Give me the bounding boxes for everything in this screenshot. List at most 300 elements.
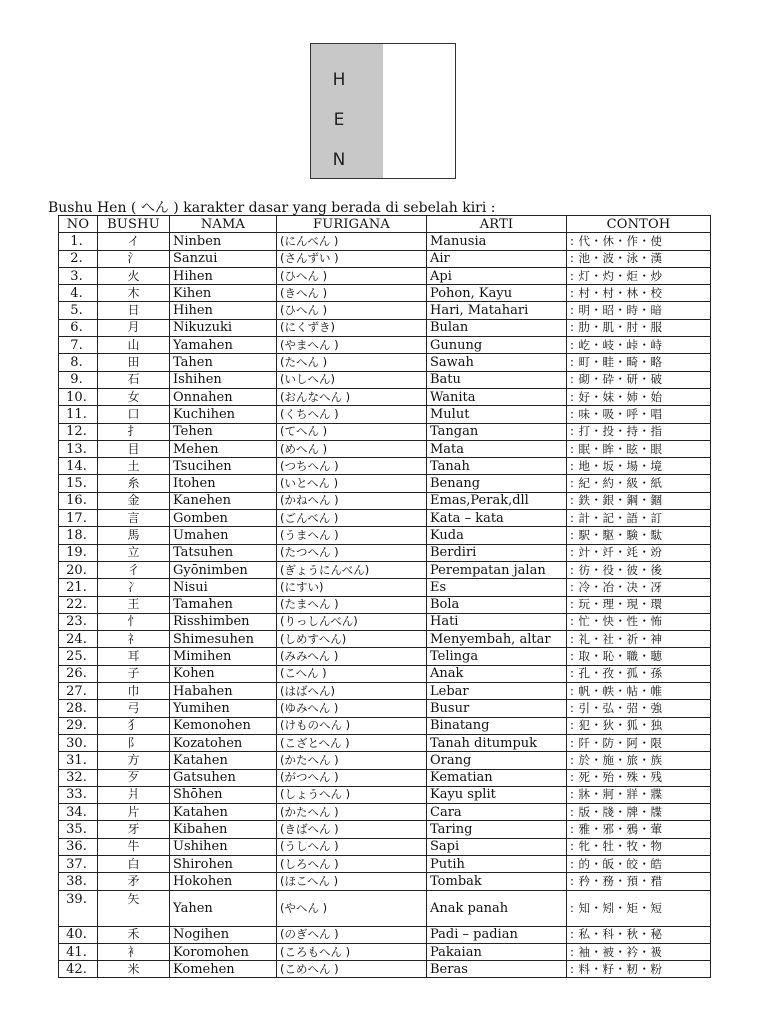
radical-furigana: (りっしんべん) [277, 613, 427, 630]
table-row [59, 302, 711, 319]
table-row [59, 423, 711, 440]
radical-name: Yamahen [170, 337, 277, 354]
table-row [59, 943, 711, 960]
table-body [59, 233, 711, 978]
example-kanji: : 紀・約・級・紙 [567, 475, 711, 492]
radical-name: Habahen [170, 683, 277, 700]
radical-furigana: (かねへん ) [277, 492, 427, 509]
radical-name: Mimihen [170, 648, 277, 665]
radical-meaning: Air [427, 250, 567, 267]
radical-furigana: (たつへん ) [277, 544, 427, 561]
row-number: 29. [59, 717, 98, 734]
example-kanji: : 引・弘・弨・強 [567, 700, 711, 717]
radical-name: Kihen [170, 285, 277, 302]
radical-furigana: (おんなへん ) [277, 388, 427, 405]
radical-name: Kemonohen [170, 717, 277, 734]
radical-meaning: Tangan [427, 423, 567, 440]
table-row [59, 786, 711, 803]
row-number: 18. [59, 527, 98, 544]
radical-furigana: (こざとへん ) [277, 734, 427, 751]
example-kanji: : 村・村・林・校 [567, 285, 711, 302]
example-kanji: : 忙・快・性・怖 [567, 613, 711, 630]
radical-name: Itohen [170, 475, 277, 492]
radical-meaning: Padi – padian [427, 926, 567, 943]
radical-furigana: (がつへん ) [277, 769, 427, 786]
row-number: 40. [59, 926, 98, 943]
row-number: 37. [59, 855, 98, 872]
diagram-letter: E [333, 110, 345, 130]
table-row [59, 838, 711, 855]
table-row [59, 961, 711, 978]
radical-glyph: 片 [98, 804, 170, 821]
radical-glyph: 禾 [98, 926, 170, 943]
row-number: 24. [59, 631, 98, 648]
radical-glyph: 方 [98, 752, 170, 769]
example-kanji: : 代・休・作・使 [567, 233, 711, 250]
table-row [59, 458, 711, 475]
radical-furigana: (にすい) [277, 579, 427, 596]
radical-furigana: (かたへん ) [277, 752, 427, 769]
radical-glyph: 米 [98, 961, 170, 978]
radical-meaning: Tanah [427, 458, 567, 475]
example-kanji: : 知・矧・矩・短 [567, 890, 711, 926]
radical-furigana: (ぎょうにんべん) [277, 561, 427, 578]
radical-meaning: Batu [427, 371, 567, 388]
radical-glyph: 木 [98, 285, 170, 302]
radical-glyph: 火 [98, 267, 170, 284]
example-kanji: : 料・籽・籾・粉 [567, 961, 711, 978]
example-kanji: : 駅・駆・験・駄 [567, 527, 711, 544]
row-number: 28. [59, 700, 98, 717]
row-number: 19. [59, 544, 98, 561]
radical-glyph: 耳 [98, 648, 170, 665]
row-number: 41. [59, 943, 98, 960]
radical-furigana: (たへん ) [277, 354, 427, 371]
radical-meaning: Emas,Perak,dll [427, 492, 567, 509]
radical-name: Komehen [170, 961, 277, 978]
radical-furigana: (しろへん ) [277, 855, 427, 872]
table-row [59, 233, 711, 250]
example-kanji: : 町・畦・畸・略 [567, 354, 711, 371]
radical-furigana: (しょうへん ) [277, 786, 427, 803]
table-row [59, 734, 711, 751]
diagram-letter: H [332, 70, 346, 90]
radical-name: Ishihen [170, 371, 277, 388]
radical-meaning: Mulut [427, 406, 567, 423]
radical-furigana: (いとへん ) [277, 475, 427, 492]
radical-name: Nisui [170, 579, 277, 596]
radical-glyph: 日 [98, 302, 170, 319]
row-number: 17. [59, 510, 98, 527]
radical-meaning: Taring [427, 821, 567, 838]
row-number: 26. [59, 665, 98, 682]
table-row [59, 440, 711, 457]
example-kanji: : 袖・被・衿・衱 [567, 943, 711, 960]
radical-name: Shirohen [170, 855, 277, 872]
radical-name: Hokohen [170, 873, 277, 890]
example-kanji: : 鉄・銀・鋼・錮 [567, 492, 711, 509]
example-kanji: : 的・皈・皎・皓 [567, 855, 711, 872]
radical-meaning: Anak [427, 665, 567, 682]
radical-meaning: Lebar [427, 683, 567, 700]
radical-furigana: (けものへん ) [277, 717, 427, 734]
table-row [59, 683, 711, 700]
row-number: 5. [59, 302, 98, 319]
row-number: 16. [59, 492, 98, 509]
radical-name: Kohen [170, 665, 277, 682]
example-kanji: : 竍・竏・竓・竕 [567, 544, 711, 561]
radical-name: Tsucihen [170, 458, 277, 475]
table-row [59, 596, 711, 613]
row-number: 11. [59, 406, 98, 423]
radical-name: Tehen [170, 423, 277, 440]
table-row [59, 561, 711, 578]
example-kanji: : 犯・狄・狐・独 [567, 717, 711, 734]
radical-meaning: Telinga [427, 648, 567, 665]
radical-furigana: (さんずい ) [277, 250, 427, 267]
header-furigana: FURIGANA [277, 216, 427, 233]
radical-meaning: Busur [427, 700, 567, 717]
radical-meaning: Hari, Matahari [427, 302, 567, 319]
radical-meaning: Berdiri [427, 544, 567, 561]
table-row [59, 700, 711, 717]
radical-glyph: 白 [98, 855, 170, 872]
radical-glyph: 山 [98, 337, 170, 354]
radical-name: Risshimben [170, 613, 277, 630]
radical-glyph: 衤 [98, 943, 170, 960]
radical-furigana: (きばへん ) [277, 821, 427, 838]
radical-name: Kozatohen [170, 734, 277, 751]
radical-name: Katahen [170, 804, 277, 821]
example-kanji: : 帆・帙・帖・帷 [567, 683, 711, 700]
row-number: 9. [59, 371, 98, 388]
radical-glyph: 田 [98, 354, 170, 371]
radical-glyph: 弓 [98, 700, 170, 717]
radical-name: Umahen [170, 527, 277, 544]
row-number: 35. [59, 821, 98, 838]
radical-name: Shōhen [170, 786, 277, 803]
radical-name: Sanzui [170, 250, 277, 267]
radical-meaning: Tombak [427, 873, 567, 890]
radical-name: Yahen [170, 890, 277, 926]
radical-name: Gatsuhen [170, 769, 277, 786]
table-row [59, 631, 711, 648]
row-number: 10. [59, 388, 98, 405]
radical-furigana: (こへん ) [277, 665, 427, 682]
table-row [59, 855, 711, 872]
row-number: 33. [59, 786, 98, 803]
radical-glyph: 矛 [98, 873, 170, 890]
radical-furigana: (たまへん ) [277, 596, 427, 613]
radical-meaning: Pohon, Kayu [427, 285, 567, 302]
table-row [59, 890, 711, 926]
example-kanji: : 池・波・泳・漢 [567, 250, 711, 267]
header-arti: ARTI [427, 216, 567, 233]
radical-glyph: 扌 [98, 423, 170, 440]
header-contoh: CONTOH [567, 216, 711, 233]
example-kanji: : 於・施・旅・族 [567, 752, 711, 769]
example-kanji: : 屹・岐・峠・峙 [567, 337, 711, 354]
radical-glyph: 土 [98, 458, 170, 475]
example-kanji: : 私・科・秋・秘 [567, 926, 711, 943]
table-row [59, 406, 711, 423]
table-row [59, 510, 711, 527]
radical-meaning: Pakaian [427, 943, 567, 960]
radical-meaning: Tanah ditumpuk [427, 734, 567, 751]
radical-furigana: (うまへん ) [277, 527, 427, 544]
radical-glyph: 爿 [98, 786, 170, 803]
radical-name: Ninben [170, 233, 277, 250]
radical-furigana: (きへん ) [277, 285, 427, 302]
radical-table [58, 215, 711, 978]
table-row [59, 752, 711, 769]
table-row [59, 544, 711, 561]
header-bushu: BUSHU [98, 216, 170, 233]
radical-meaning: Perempatan jalan [427, 561, 567, 578]
header-nama: NAMA [170, 216, 277, 233]
radical-glyph: 金 [98, 492, 170, 509]
table-row [59, 250, 711, 267]
radical-furigana: (やへん ) [277, 890, 427, 926]
radical-glyph: 石 [98, 371, 170, 388]
example-kanji: : 肋・肌・肘・服 [567, 319, 711, 336]
radical-glyph: 馬 [98, 527, 170, 544]
radical-name: Kuchihen [170, 406, 277, 423]
row-number: 13. [59, 440, 98, 457]
radical-name: Tamahen [170, 596, 277, 613]
row-number: 1. [59, 233, 98, 250]
table-row [59, 804, 711, 821]
radical-glyph: 彳 [98, 561, 170, 578]
radical-name: Nogihen [170, 926, 277, 943]
table-row [59, 319, 711, 336]
radical-glyph: 月 [98, 319, 170, 336]
radical-meaning: Wanita [427, 388, 567, 405]
row-number: 34. [59, 804, 98, 821]
radical-furigana: (ごんべん ) [277, 510, 427, 527]
radical-furigana: (はばへん) [277, 683, 427, 700]
radical-name: Tahen [170, 354, 277, 371]
radical-name: Gyōnimben [170, 561, 277, 578]
example-kanji: : 眠・眸・眩・眼 [567, 440, 711, 457]
radical-name: Yumihen [170, 700, 277, 717]
diagram-letters [329, 60, 349, 180]
table-row [59, 492, 711, 509]
table-row [59, 613, 711, 630]
radical-name: Kibahen [170, 821, 277, 838]
example-kanji: : 冷・冶・决・冴 [567, 579, 711, 596]
radical-name: Gomben [170, 510, 277, 527]
table-row [59, 475, 711, 492]
radical-meaning: Orang [427, 752, 567, 769]
radical-furigana: (みみへん ) [277, 648, 427, 665]
row-number: 31. [59, 752, 98, 769]
example-kanji: : 好・妹・姉・始 [567, 388, 711, 405]
radical-glyph: 阝 [98, 734, 170, 751]
radical-meaning: Putih [427, 855, 567, 872]
table-row [59, 769, 711, 786]
radical-meaning: Mata [427, 440, 567, 457]
radical-furigana: (こめへん ) [277, 961, 427, 978]
radical-furigana: (てへん ) [277, 423, 427, 440]
radical-meaning: Bola [427, 596, 567, 613]
row-number: 14. [59, 458, 98, 475]
radical-meaning: Cara [427, 804, 567, 821]
radical-meaning: Api [427, 267, 567, 284]
radical-furigana: (しめすへん) [277, 631, 427, 648]
example-kanji: : 死・殆・殊・残 [567, 769, 711, 786]
table-row [59, 873, 711, 890]
radical-glyph: 女 [98, 388, 170, 405]
radical-name: Nikuzuki [170, 319, 277, 336]
example-kanji: : 明・昭・時・暗 [567, 302, 711, 319]
example-kanji: : 孔・孜・孤・孫 [567, 665, 711, 682]
radical-meaning: Sapi [427, 838, 567, 855]
radical-furigana: (ひへん ) [277, 267, 427, 284]
row-number: 42. [59, 961, 98, 978]
radical-name: Onnahen [170, 388, 277, 405]
row-number: 6. [59, 319, 98, 336]
radical-glyph: 冫 [98, 579, 170, 596]
table-header-row [59, 216, 711, 233]
row-number: 3. [59, 267, 98, 284]
table-row [59, 267, 711, 284]
row-number: 20. [59, 561, 98, 578]
row-number: 25. [59, 648, 98, 665]
radical-furigana: (のぎへん ) [277, 926, 427, 943]
radical-name: Katahen [170, 752, 277, 769]
example-kanji: : 牝・牡・牧・物 [567, 838, 711, 855]
radical-glyph: 礻 [98, 631, 170, 648]
hen-diagram [310, 43, 456, 179]
radical-furigana: (くちへん ) [277, 406, 427, 423]
row-number: 30. [59, 734, 98, 751]
row-number: 12. [59, 423, 98, 440]
row-number: 21. [59, 579, 98, 596]
radical-meaning: Sawah [427, 354, 567, 371]
row-number: 8. [59, 354, 98, 371]
row-number: 22. [59, 596, 98, 613]
radical-name: Shimesuhen [170, 631, 277, 648]
radical-meaning: Bulan [427, 319, 567, 336]
example-kanji: : 砌・砕・研・破 [567, 371, 711, 388]
radical-name: Hihen [170, 267, 277, 284]
table-row [59, 648, 711, 665]
table-row [59, 821, 711, 838]
radical-meaning: Kayu split [427, 786, 567, 803]
radical-glyph: 歹 [98, 769, 170, 786]
radical-glyph: 牙 [98, 821, 170, 838]
table-row [59, 665, 711, 682]
radical-meaning: Es [427, 579, 567, 596]
example-kanji: : 味・吸・呼・唱 [567, 406, 711, 423]
radical-meaning: Kata – kata [427, 510, 567, 527]
radical-glyph: 立 [98, 544, 170, 561]
example-kanji: : 灯・灼・炬・炒 [567, 267, 711, 284]
radical-furigana: (ほこへん ) [277, 873, 427, 890]
radical-furigana: (かたへん ) [277, 804, 427, 821]
table-row [59, 926, 711, 943]
radical-glyph: 目 [98, 440, 170, 457]
radical-meaning: Gunung [427, 337, 567, 354]
intro-text: Bushu Hen ( へん ) karakter dasar yang berada di sebelah kiri : [48, 200, 496, 216]
radical-furigana: (やまへん ) [277, 337, 427, 354]
table-row [59, 337, 711, 354]
radical-name: Ushihen [170, 838, 277, 855]
row-number: 23. [59, 613, 98, 630]
radical-glyph: 巾 [98, 683, 170, 700]
radical-meaning: Hati [427, 613, 567, 630]
radical-glyph: 子 [98, 665, 170, 682]
radical-furigana: (にんべん ) [277, 233, 427, 250]
radical-furigana: (つちへん ) [277, 458, 427, 475]
example-kanji: : 牀・牁・牂・牃 [567, 786, 711, 803]
radical-name: Kanehen [170, 492, 277, 509]
table-row [59, 717, 711, 734]
header-no: NO [59, 216, 98, 233]
radical-glyph: 牛 [98, 838, 170, 855]
radical-meaning: Manusia [427, 233, 567, 250]
example-kanji: : 阡・防・阿・限 [567, 734, 711, 751]
example-kanji: : 版・牋・牌・牒 [567, 804, 711, 821]
example-kanji: : 取・恥・職・聴 [567, 648, 711, 665]
radical-glyph: 王 [98, 596, 170, 613]
radical-furigana: (うしへん ) [277, 838, 427, 855]
row-number: 32. [59, 769, 98, 786]
radical-meaning: Benang [427, 475, 567, 492]
radical-furigana: (ひへん ) [277, 302, 427, 319]
row-number: 2. [59, 250, 98, 267]
row-number: 38. [59, 873, 98, 890]
radical-meaning: Beras [427, 961, 567, 978]
example-kanji: : 矜・務・預・矠 [567, 873, 711, 890]
radical-furigana: (にくずき) [277, 319, 427, 336]
radical-meaning: Anak panah [427, 890, 567, 926]
radical-glyph: 犭 [98, 717, 170, 734]
radical-glyph: 糸 [98, 475, 170, 492]
radical-furigana: (いしへん) [277, 371, 427, 388]
row-number: 36. [59, 838, 98, 855]
radical-name: Koromohen [170, 943, 277, 960]
radical-meaning: Kuda [427, 527, 567, 544]
radical-glyph: 氵 [98, 250, 170, 267]
radical-furigana: (ころもへん ) [277, 943, 427, 960]
radical-furigana: (めへん ) [277, 440, 427, 457]
radical-name: Hihen [170, 302, 277, 319]
radical-glyph: 言 [98, 510, 170, 527]
radical-name: Tatsuhen [170, 544, 277, 561]
row-number: 27. [59, 683, 98, 700]
diagram-letter: N [332, 150, 346, 170]
row-number: 7. [59, 337, 98, 354]
radical-glyph: 口 [98, 406, 170, 423]
example-kanji: : 玩・理・現・環 [567, 596, 711, 613]
table-row [59, 579, 711, 596]
table-row [59, 285, 711, 302]
row-number: 15. [59, 475, 98, 492]
radical-meaning: Kematian [427, 769, 567, 786]
example-kanji: : 地・坂・場・境 [567, 458, 711, 475]
radical-name: Mehen [170, 440, 277, 457]
table-row [59, 371, 711, 388]
row-number: 4. [59, 285, 98, 302]
radical-glyph: 忄 [98, 613, 170, 630]
table-row [59, 354, 711, 371]
radical-glyph: 矢 [98, 890, 170, 926]
radical-glyph: イ [98, 233, 170, 250]
table-row [59, 388, 711, 405]
radical-furigana: (ゆみへん ) [277, 700, 427, 717]
